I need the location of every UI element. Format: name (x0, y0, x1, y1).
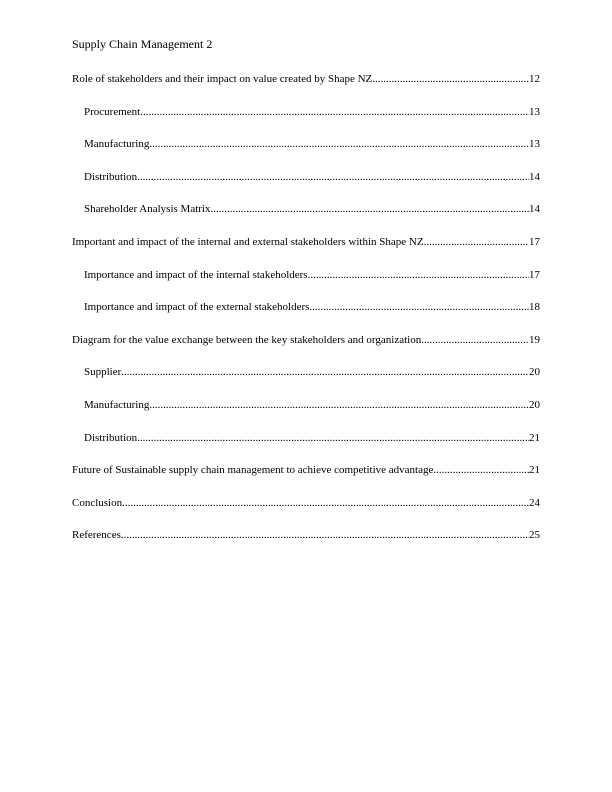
toc-entry[interactable] (72, 299, 540, 332)
toc-entry-page: 12 (529, 73, 540, 85)
dot-leader (137, 169, 529, 185)
toc-entry-title: Supplier (84, 366, 122, 379)
toc-entry-title: Distribution (84, 170, 138, 183)
dot-leader (421, 332, 529, 348)
toc-entry[interactable] (72, 332, 540, 365)
toc-entry-title: Distribution (84, 431, 138, 444)
toc-entry[interactable] (72, 234, 540, 267)
toc-entry[interactable] (72, 462, 540, 495)
dot-leader (140, 104, 529, 120)
toc-entry[interactable] (72, 104, 540, 137)
toc-entry-page: 13 (529, 138, 540, 151)
toc-entry-page: 24 (529, 496, 540, 509)
toc-entry-title: Important and impact of the internal and external stakeholders within Shape NZ (72, 235, 424, 248)
dot-leader (309, 299, 529, 315)
toc-entry-title: Shareholder Analysis Matrix (84, 203, 211, 216)
toc-entry[interactable] (72, 397, 540, 430)
toc-entry-page: 17 (529, 235, 540, 248)
dot-leader (210, 201, 529, 217)
toc-entry[interactable] (72, 71, 540, 104)
table-of-contents (72, 71, 540, 560)
dot-leader (121, 364, 529, 380)
toc-entry-page: 17 (529, 268, 540, 281)
dot-leader (433, 462, 529, 478)
toc-entry-page: 21 (529, 431, 540, 444)
dot-leader (122, 495, 529, 511)
toc-entry-page: 20 (529, 366, 540, 379)
toc-entry[interactable] (72, 201, 540, 234)
dot-leader (424, 234, 529, 250)
dot-leader (137, 430, 529, 446)
dot-leader (149, 136, 529, 152)
toc-entry-page: 19 (529, 333, 540, 346)
toc-entry[interactable] (72, 495, 540, 528)
toc-entry-page: 21 (529, 464, 540, 477)
running-head: Supply Chain Management 2 (72, 37, 213, 51)
toc-entry-page: 14 (529, 170, 540, 183)
toc-entry-title: Future of Sustainable supply chain management to achieve competitive advantage (72, 464, 434, 477)
dot-leader (372, 71, 529, 87)
toc-entry-page: 25 (529, 529, 540, 542)
toc-entry-title: Conclusion (72, 496, 123, 509)
toc-entry[interactable] (72, 364, 540, 397)
toc-entry-title: References (72, 529, 121, 542)
toc-entry[interactable] (72, 169, 540, 202)
dot-leader (308, 267, 529, 283)
toc-entry-title: Diagram for the value exchange between the key stakeholders and organization (72, 333, 422, 346)
toc-entry[interactable] (72, 267, 540, 300)
toc-entry-title: Importance and impact of the internal stakeholders (84, 268, 308, 281)
toc-entry-page: 20 (529, 398, 540, 411)
toc-entry-title: Importance and impact of the external stakeholders (84, 301, 310, 314)
toc-entry-page: 13 (529, 105, 540, 118)
toc-entry[interactable] (72, 136, 540, 169)
toc-entry[interactable] (72, 430, 540, 463)
toc-entry-title: Manufacturing (84, 138, 150, 151)
toc-entry-page: 14 (529, 203, 540, 216)
toc-entry-title: Role of stakeholders and their impact on value created by Shape NZ (72, 73, 373, 85)
dot-leader (149, 397, 529, 413)
toc-entry-page: 18 (529, 301, 540, 314)
dot-leader (121, 527, 529, 543)
toc-entry-title: Procurement (84, 105, 141, 118)
toc-entry-title: Manufacturing (84, 398, 150, 411)
toc-entry[interactable] (72, 527, 540, 560)
